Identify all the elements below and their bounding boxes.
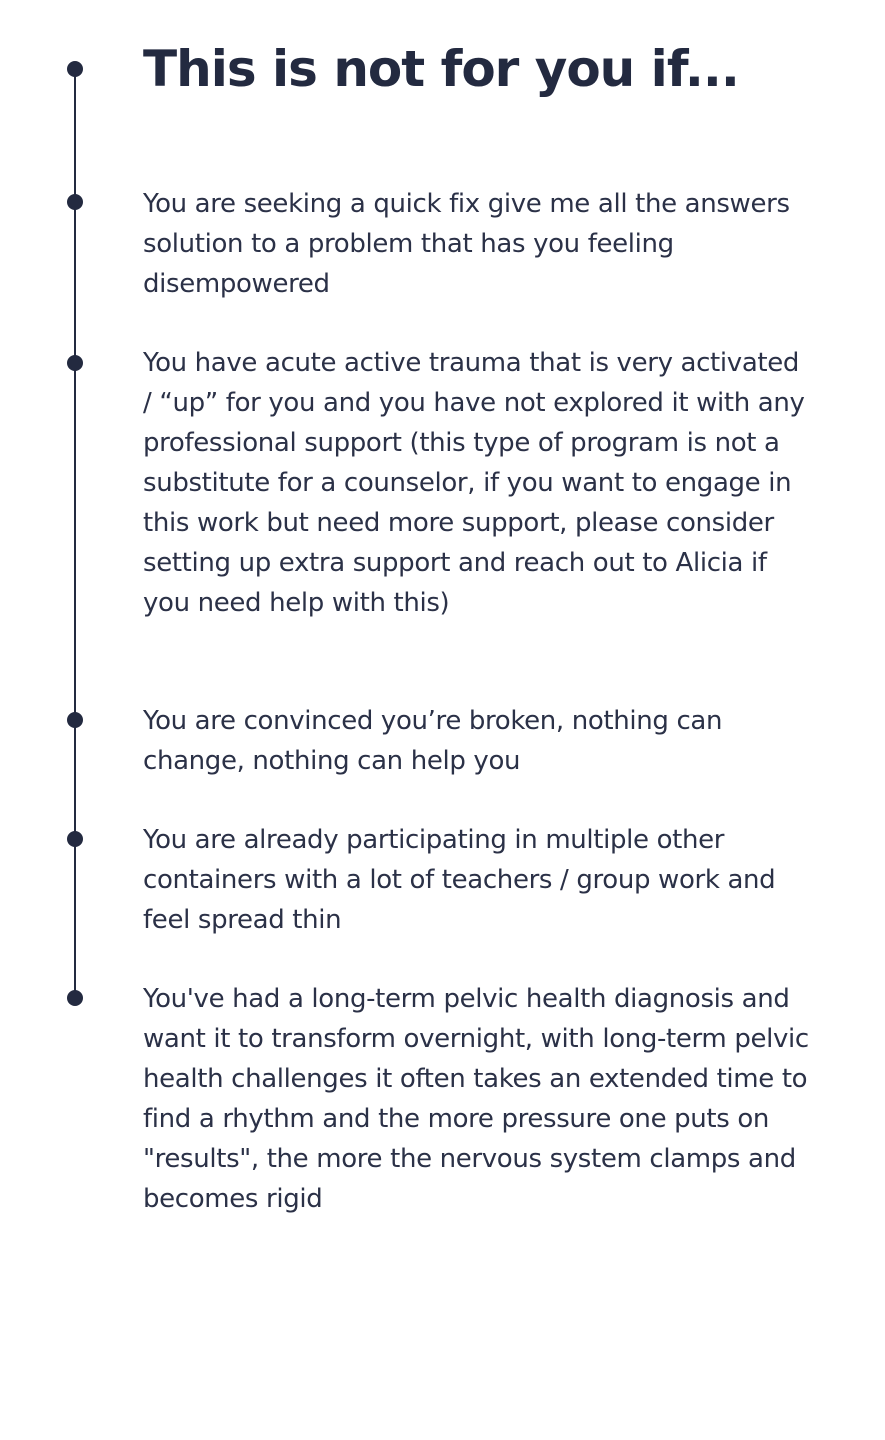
list-item: You are seeking a quick fix give me all the answers solution to a problem that has you feeling disempowered bbox=[143, 189, 790, 299]
list-item: You've had a long-term pelvic health diagnosis and want it to transform overnight, with long-term pelvic health challenges it often takes an extended time to find a rhythm and the more pressure one puts on "results", the more the nervous system clamps and becomes rigid bbox=[143, 984, 809, 1214]
timeline-dot-4 bbox=[67, 831, 83, 847]
timeline-dot-3 bbox=[67, 712, 83, 728]
timeline-dot-2 bbox=[67, 355, 83, 371]
list-item: You are convinced you’re broken, nothing can change, nothing can help you bbox=[143, 706, 723, 776]
section-heading: This is not for you if... bbox=[143, 40, 739, 98]
list-item: You are already participating in multiple other containers with a lot of teachers / group work and feel spread thin bbox=[143, 825, 776, 935]
list-item: You have acute active trauma that is very activated / “up” for you and you have not explored it with any professional support (this type of program is not a substitute for a counselor, if you want to engage in this work but need more support, please consider setting up extra support and reach out to Alicia if you need help with this) bbox=[143, 348, 805, 618]
timeline-dot-5 bbox=[67, 990, 83, 1006]
timeline-dot-1 bbox=[67, 194, 83, 210]
timeline-dot-heading bbox=[67, 61, 83, 77]
